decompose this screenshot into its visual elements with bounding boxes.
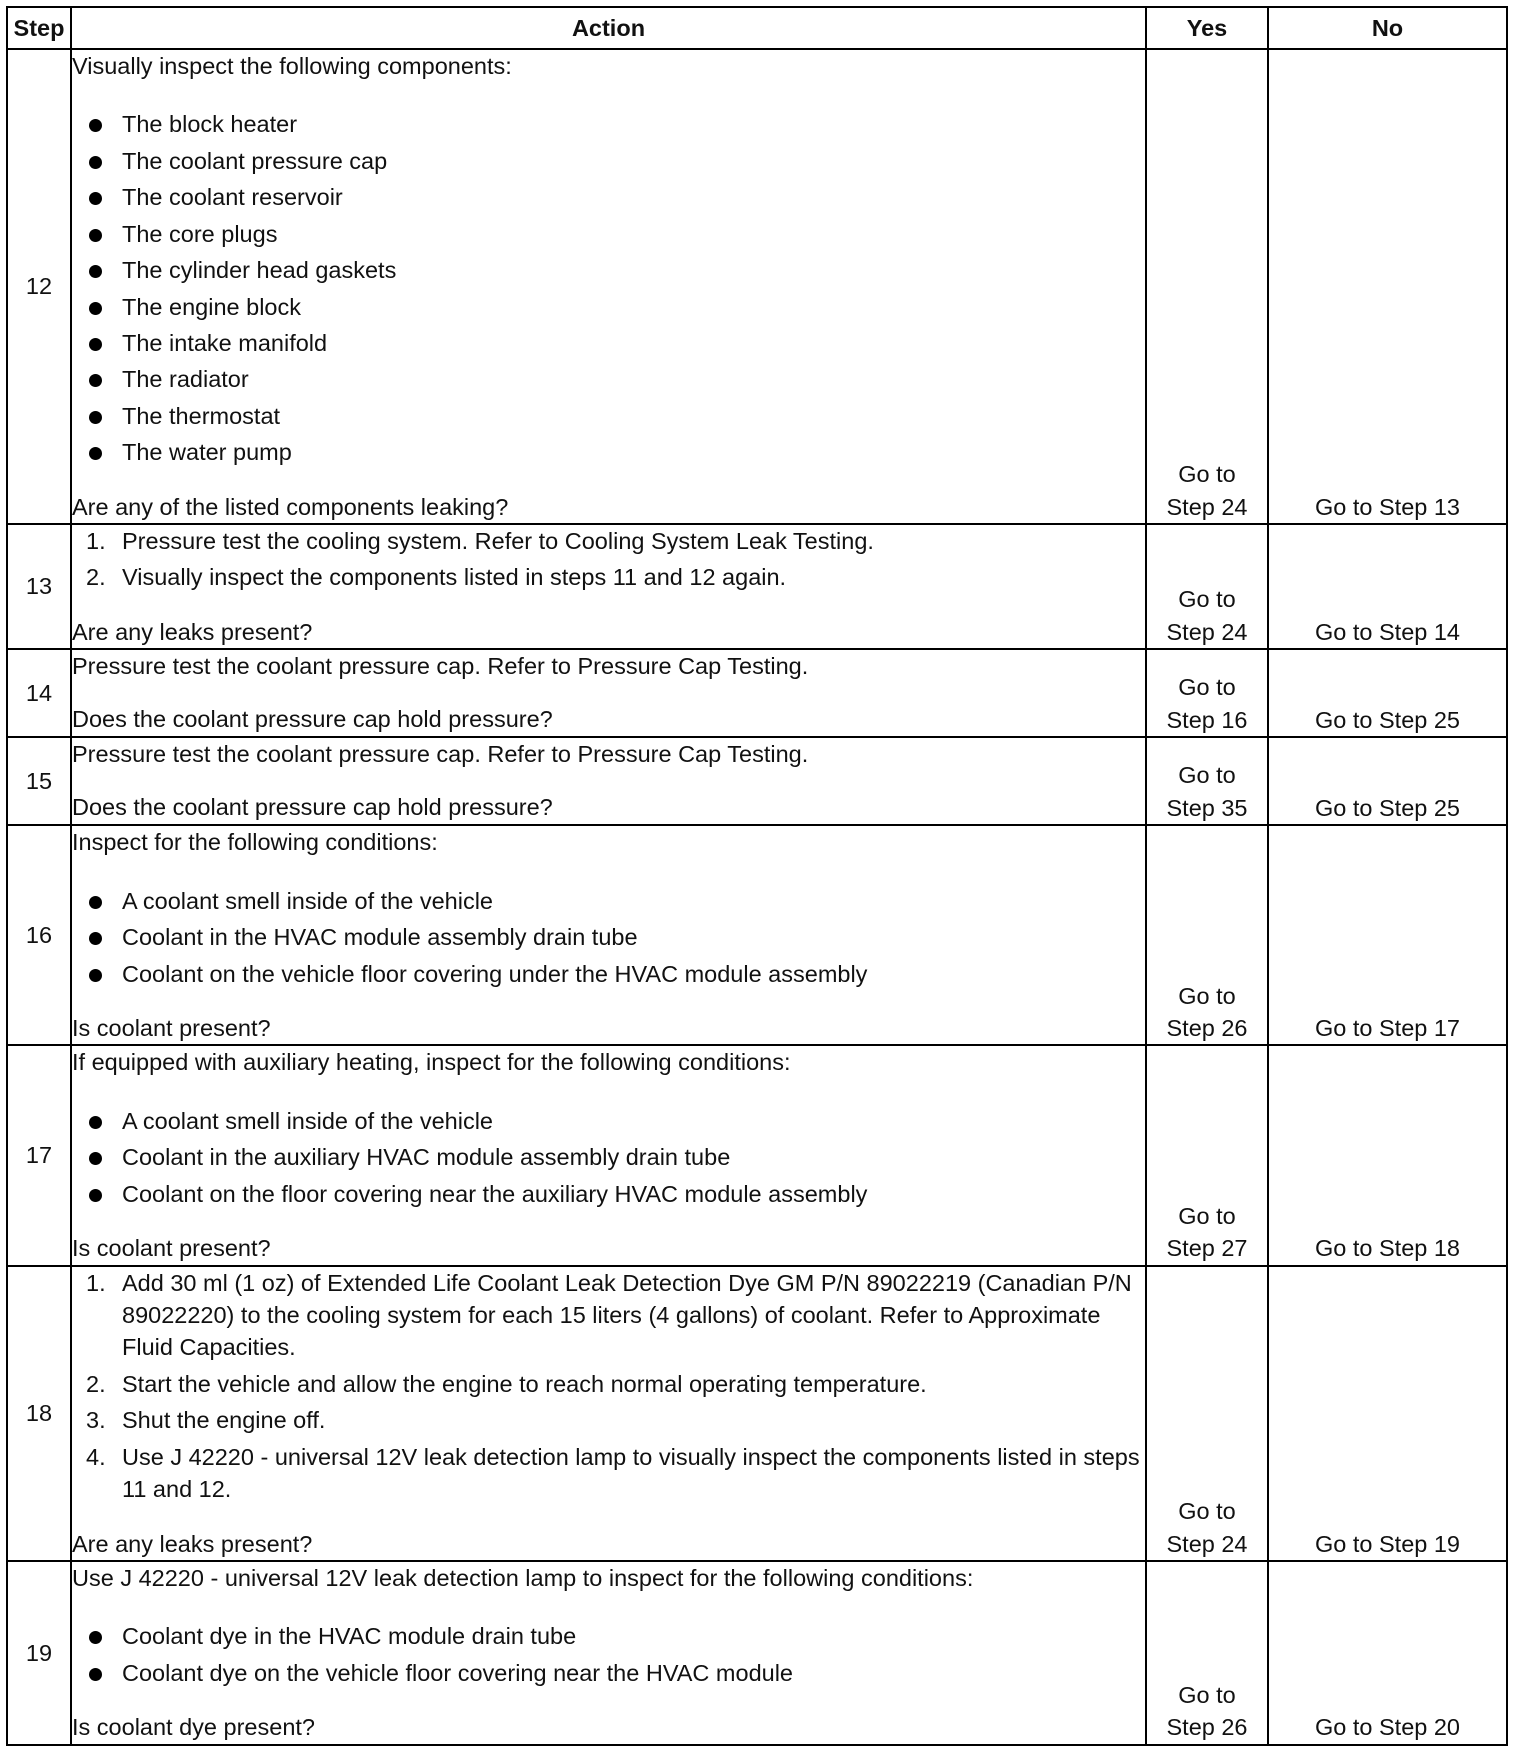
numbered-list xyxy=(72,1267,1145,1506)
action-cell xyxy=(71,1266,1146,1561)
list-item xyxy=(72,561,1145,593)
yes-result-line: Go to xyxy=(1178,1681,1236,1708)
yes-result-line: Go to xyxy=(1178,982,1236,1009)
yes-result-line: Go to xyxy=(1178,1202,1236,1229)
table-row xyxy=(7,1045,1507,1265)
bullet-icon xyxy=(89,265,102,278)
table-row xyxy=(7,49,1507,524)
yes-result-line: Step 24 xyxy=(1166,493,1248,520)
action-cell xyxy=(71,649,1146,737)
list-item xyxy=(72,1441,1145,1506)
action-intro: If equipped with auxiliary heating, inspect for the following conditions: xyxy=(72,1049,791,1076)
bullet-icon xyxy=(89,1668,102,1681)
spacer xyxy=(72,683,1145,703)
header-action: Action xyxy=(71,7,1146,49)
action-question: Are any of the listed components leaking? xyxy=(72,493,509,520)
yes-cell xyxy=(1146,524,1268,649)
numbered-list xyxy=(72,525,1145,594)
action-question: Are any leaks present? xyxy=(72,618,313,645)
step-number: 16 xyxy=(7,825,71,1045)
yes-result-line: Go to xyxy=(1178,1498,1236,1525)
list-item-number: 1. xyxy=(86,1269,106,1296)
list-item-text: Shut the engine off. xyxy=(122,1407,326,1434)
bullet-icon xyxy=(89,896,102,909)
table-row xyxy=(7,649,1507,737)
action-cell xyxy=(71,524,1146,649)
yes-cell xyxy=(1146,1561,1268,1745)
list-item xyxy=(72,1105,1145,1137)
list-item-text: The coolant reservoir xyxy=(122,184,343,211)
list-item-text: A coolant smell inside of the vehicle xyxy=(122,887,493,914)
header-no: No xyxy=(1268,7,1507,49)
bullet-list xyxy=(72,885,1145,990)
list-item-text: Add 30 ml (1 oz) of Extended Life Coolant Leak Detection Dye GM P/N 89022219 (Canadian P/N 89022220) to the cooling system for each 15 liters (4 gallons) of coolant. Refer to Approximate Fluid Capacities. xyxy=(122,1269,1132,1361)
no-result: Go to Step 18 xyxy=(1268,1045,1507,1265)
list-item-text: Coolant in the HVAC module assembly drain tube xyxy=(122,924,638,951)
no-result: Go to Step 20 xyxy=(1268,1561,1507,1745)
bullet-icon xyxy=(89,119,102,132)
action-cell xyxy=(71,1561,1146,1745)
list-item xyxy=(72,1404,1145,1436)
diagnostic-table-container xyxy=(6,6,1506,1746)
action-question: Are any leaks present? xyxy=(72,1530,313,1557)
action-cell xyxy=(71,49,1146,524)
list-item xyxy=(72,181,1145,213)
bullet-icon xyxy=(89,192,102,205)
yes-result-line: Go to xyxy=(1178,461,1236,488)
list-item xyxy=(72,218,1145,250)
table-row xyxy=(7,825,1507,1045)
list-item-text: Coolant dye on the vehicle floor covering near the HVAC module xyxy=(122,1659,794,1686)
yes-result-line: Go to xyxy=(1178,674,1236,701)
list-item-text: Use J 42220 - universal 12V leak detection lamp to visually inspect the components listed in steps 11 and 12. xyxy=(122,1443,1140,1503)
list-item-text: The coolant pressure cap xyxy=(122,147,388,174)
table-row xyxy=(7,737,1507,825)
list-item xyxy=(72,254,1145,286)
bullet-icon xyxy=(89,1189,102,1202)
yes-result-line: Go to xyxy=(1178,586,1236,613)
list-item xyxy=(72,363,1145,395)
list-item-number: 4. xyxy=(86,1443,106,1470)
yes-result-line: Step 16 xyxy=(1166,706,1248,733)
no-result: Go to Step 14 xyxy=(1268,524,1507,649)
action-question: Does the coolant pressure cap hold pressure? xyxy=(72,793,553,820)
list-item xyxy=(72,885,1145,917)
list-item-text: The core plugs xyxy=(122,220,278,247)
step-number: 17 xyxy=(7,1045,71,1265)
bullet-icon xyxy=(89,374,102,387)
list-item xyxy=(72,327,1145,359)
list-item-text: The radiator xyxy=(122,366,249,393)
action-question: Is coolant present? xyxy=(72,1015,271,1042)
list-item-number: 2. xyxy=(86,564,106,591)
list-item-text: Start the vehicle and allow the engine to reach normal operating temperature. xyxy=(122,1370,927,1397)
yes-cell xyxy=(1146,737,1268,825)
yes-cell xyxy=(1146,49,1268,524)
list-item xyxy=(72,145,1145,177)
list-item xyxy=(72,1141,1145,1173)
list-item-text: The engine block xyxy=(122,293,301,320)
list-item xyxy=(72,958,1145,990)
bullet-list xyxy=(72,1620,1145,1689)
step-number: 18 xyxy=(7,1266,71,1561)
no-result: Go to Step 17 xyxy=(1268,825,1507,1045)
bullet-list xyxy=(72,108,1145,468)
list-item-number: 3. xyxy=(86,1407,106,1434)
no-result: Go to Step 19 xyxy=(1268,1266,1507,1561)
list-item xyxy=(72,1178,1145,1210)
action-cell xyxy=(71,1045,1146,1265)
action-intro: Inspect for the following conditions: xyxy=(72,829,438,856)
list-item-text: Coolant on the floor covering near the auxiliary HVAC module assembly xyxy=(122,1180,868,1207)
action-question: Does the coolant pressure cap hold pressure? xyxy=(72,705,553,732)
list-item xyxy=(72,1368,1145,1400)
list-item-text: A coolant smell inside of the vehicle xyxy=(122,1107,493,1134)
step-number: 19 xyxy=(7,1561,71,1745)
yes-result-line: Go to xyxy=(1178,762,1236,789)
yes-result-line: Step 26 xyxy=(1166,1015,1248,1042)
bullet-list xyxy=(72,1105,1145,1210)
action-question: Is coolant present? xyxy=(72,1235,271,1262)
list-item-text: Coolant dye in the HVAC module drain tube xyxy=(122,1623,577,1650)
step-number: 13 xyxy=(7,524,71,649)
no-result: Go to Step 25 xyxy=(1268,649,1507,737)
step-number: 14 xyxy=(7,649,71,737)
bullet-icon xyxy=(89,229,102,242)
action-intro: Pressure test the coolant pressure cap. Refer to Pressure Cap Testing. xyxy=(72,741,809,768)
yes-result-line: Step 26 xyxy=(1166,1714,1248,1741)
yes-cell xyxy=(1146,649,1268,737)
bullet-icon xyxy=(89,447,102,460)
bullet-icon xyxy=(89,338,102,351)
list-item xyxy=(72,1267,1145,1364)
header-row xyxy=(7,7,1507,49)
step-number: 12 xyxy=(7,49,71,524)
yes-cell xyxy=(1146,825,1268,1045)
yes-result-line: Step 24 xyxy=(1166,1530,1248,1557)
header-yes: Yes xyxy=(1146,7,1268,49)
list-item xyxy=(72,525,1145,557)
table-body xyxy=(7,49,1507,1745)
list-item-text: Visually inspect the components listed in steps 11 and 12 again. xyxy=(122,564,787,591)
list-item-text: Pressure test the cooling system. Refer to Cooling System Leak Testing. xyxy=(122,528,874,555)
spacer xyxy=(72,771,1145,791)
table-row xyxy=(7,1561,1507,1745)
bullet-icon xyxy=(89,302,102,315)
list-item-number: 2. xyxy=(86,1370,106,1397)
list-item xyxy=(72,436,1145,468)
step-number: 15 xyxy=(7,737,71,825)
list-item xyxy=(72,921,1145,953)
list-item-text: The cylinder head gaskets xyxy=(122,257,397,284)
list-item-text: Coolant on the vehicle floor covering under the HVAC module assembly xyxy=(122,960,868,987)
list-item xyxy=(72,291,1145,323)
action-intro: Pressure test the coolant pressure cap. Refer to Pressure Cap Testing. xyxy=(72,653,809,680)
table-row xyxy=(7,524,1507,649)
list-item-text: The water pump xyxy=(122,439,292,466)
yes-cell xyxy=(1146,1266,1268,1561)
bullet-icon xyxy=(89,411,102,424)
bullet-icon xyxy=(89,1116,102,1129)
list-item-text: The thermostat xyxy=(122,402,281,429)
no-result: Go to Step 25 xyxy=(1268,737,1507,825)
list-item-text: The block heater xyxy=(122,111,298,138)
no-result: Go to Step 13 xyxy=(1268,49,1507,524)
action-cell xyxy=(71,737,1146,825)
bullet-icon xyxy=(89,156,102,169)
table-row xyxy=(7,1266,1507,1561)
list-item-text: The intake manifold xyxy=(122,329,328,356)
list-item xyxy=(72,1620,1145,1652)
bullet-icon xyxy=(89,1152,102,1165)
yes-result-line: Step 35 xyxy=(1166,794,1248,821)
list-item-number: 1. xyxy=(86,528,106,555)
diagnostic-table xyxy=(6,6,1508,1746)
list-item xyxy=(72,400,1145,432)
bullet-icon xyxy=(89,969,102,982)
action-question: Is coolant dye present? xyxy=(72,1714,315,1741)
header-step: Step xyxy=(7,7,71,49)
bullet-icon xyxy=(89,932,102,945)
list-item xyxy=(72,1657,1145,1689)
yes-result-line: Step 27 xyxy=(1166,1235,1248,1262)
bullet-icon xyxy=(89,1631,102,1644)
yes-result-line: Step 24 xyxy=(1166,618,1248,645)
yes-cell xyxy=(1146,1045,1268,1265)
action-intro: Visually inspect the following components: xyxy=(72,53,512,79)
list-item-text: Coolant in the auxiliary HVAC module assembly drain tube xyxy=(122,1144,731,1171)
list-item xyxy=(72,108,1145,140)
action-cell xyxy=(71,825,1146,1045)
action-intro: Use J 42220 - universal 12V leak detection lamp to inspect for the following conditions: xyxy=(72,1564,974,1591)
